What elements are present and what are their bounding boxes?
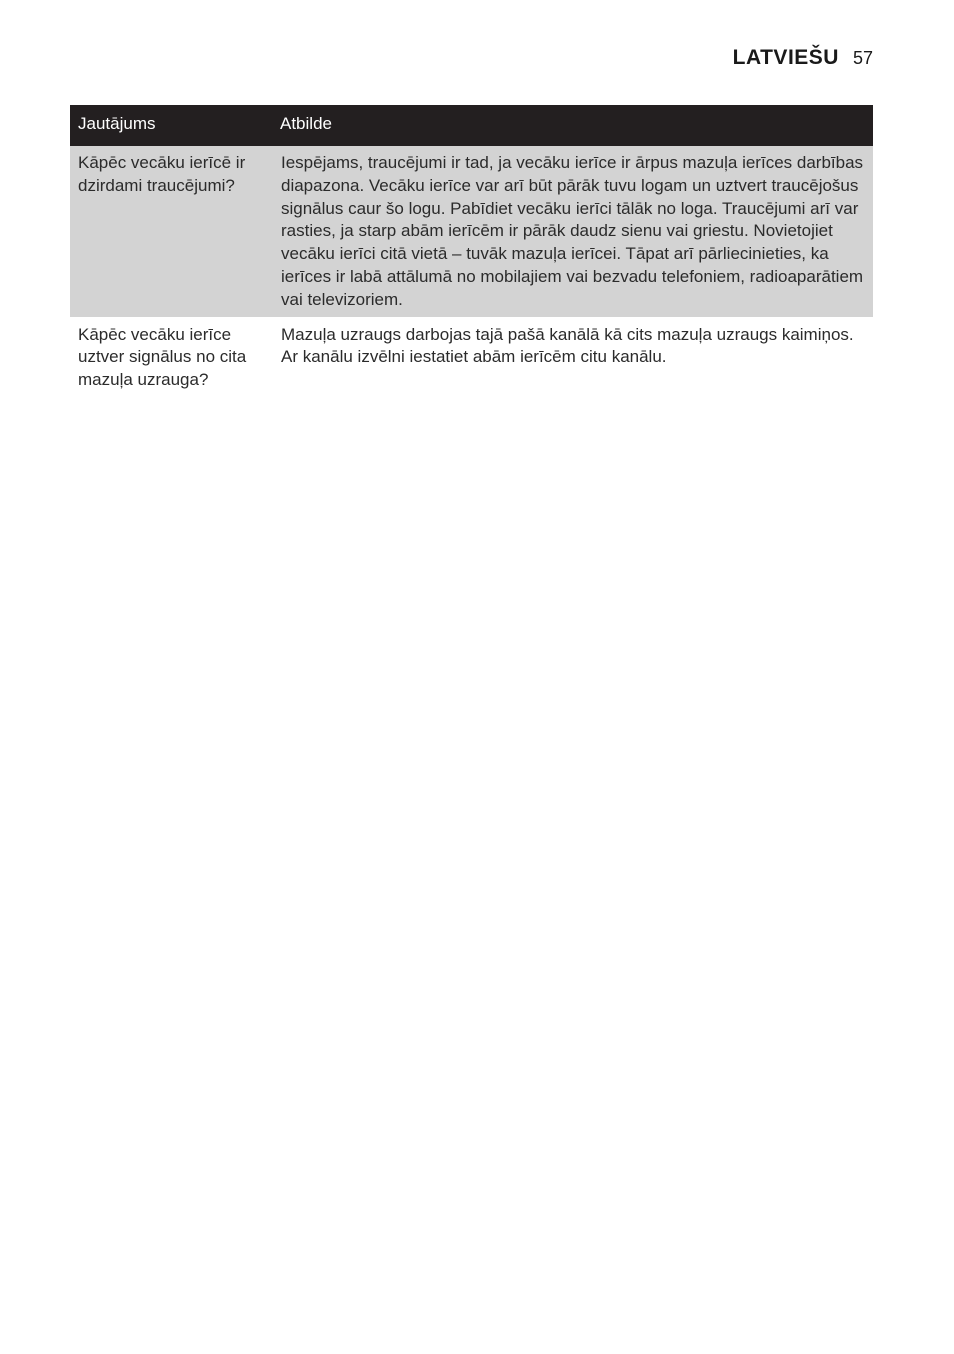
question-cell: Kāpēc vecāku ierīcē ir dzirdami traucējumi? (70, 146, 272, 317)
page-header (733, 46, 873, 76)
answer-cell: Mazuļa uzraugs darbojas tajā pašā kanālā kā cits mazuļa uzraugs kaimiņos. Ar kanālu izvēlni iestatiet abām ierīcēm citu kanālu. (272, 318, 873, 397)
column-header-answer: Atbilde (272, 105, 873, 146)
table-row (70, 146, 873, 317)
table-row (70, 318, 873, 397)
column-header-question: Jautājums (70, 105, 272, 146)
table-header-row (70, 105, 873, 146)
page-number: 57 (852, 48, 873, 68)
question-cell: Kāpēc vecāku ierīce uztver signālus no cita mazuļa uzrauga? (70, 318, 272, 397)
troubleshooting-table (70, 105, 873, 397)
answer-cell: Iespējams, traucējumi ir tad, ja vecāku ierīce ir ārpus mazuļa ierīces darbības diapazona. Vecāku ierīce var arī būt pārāk tuvu logam un uztvert traucējošus signālus caur šo logu. Pabīdiet vecāku ierīci tālāk no loga. Traucējumi arī var rasties, ja starp abām ierīcēm ir pārāk daudz sienu vai griestu. Novietojiet vecāku ierīci citā vietā – tuvāk mazuļa ierīcei. Tāpat arī pārliecinieties, ka ierīces ir labā attālumā no mobilajiem vai bezvadu telefoniem, radioaparātiem vai televizoriem. (272, 146, 873, 317)
section-language-title: LATVIEŠU (732, 46, 839, 69)
